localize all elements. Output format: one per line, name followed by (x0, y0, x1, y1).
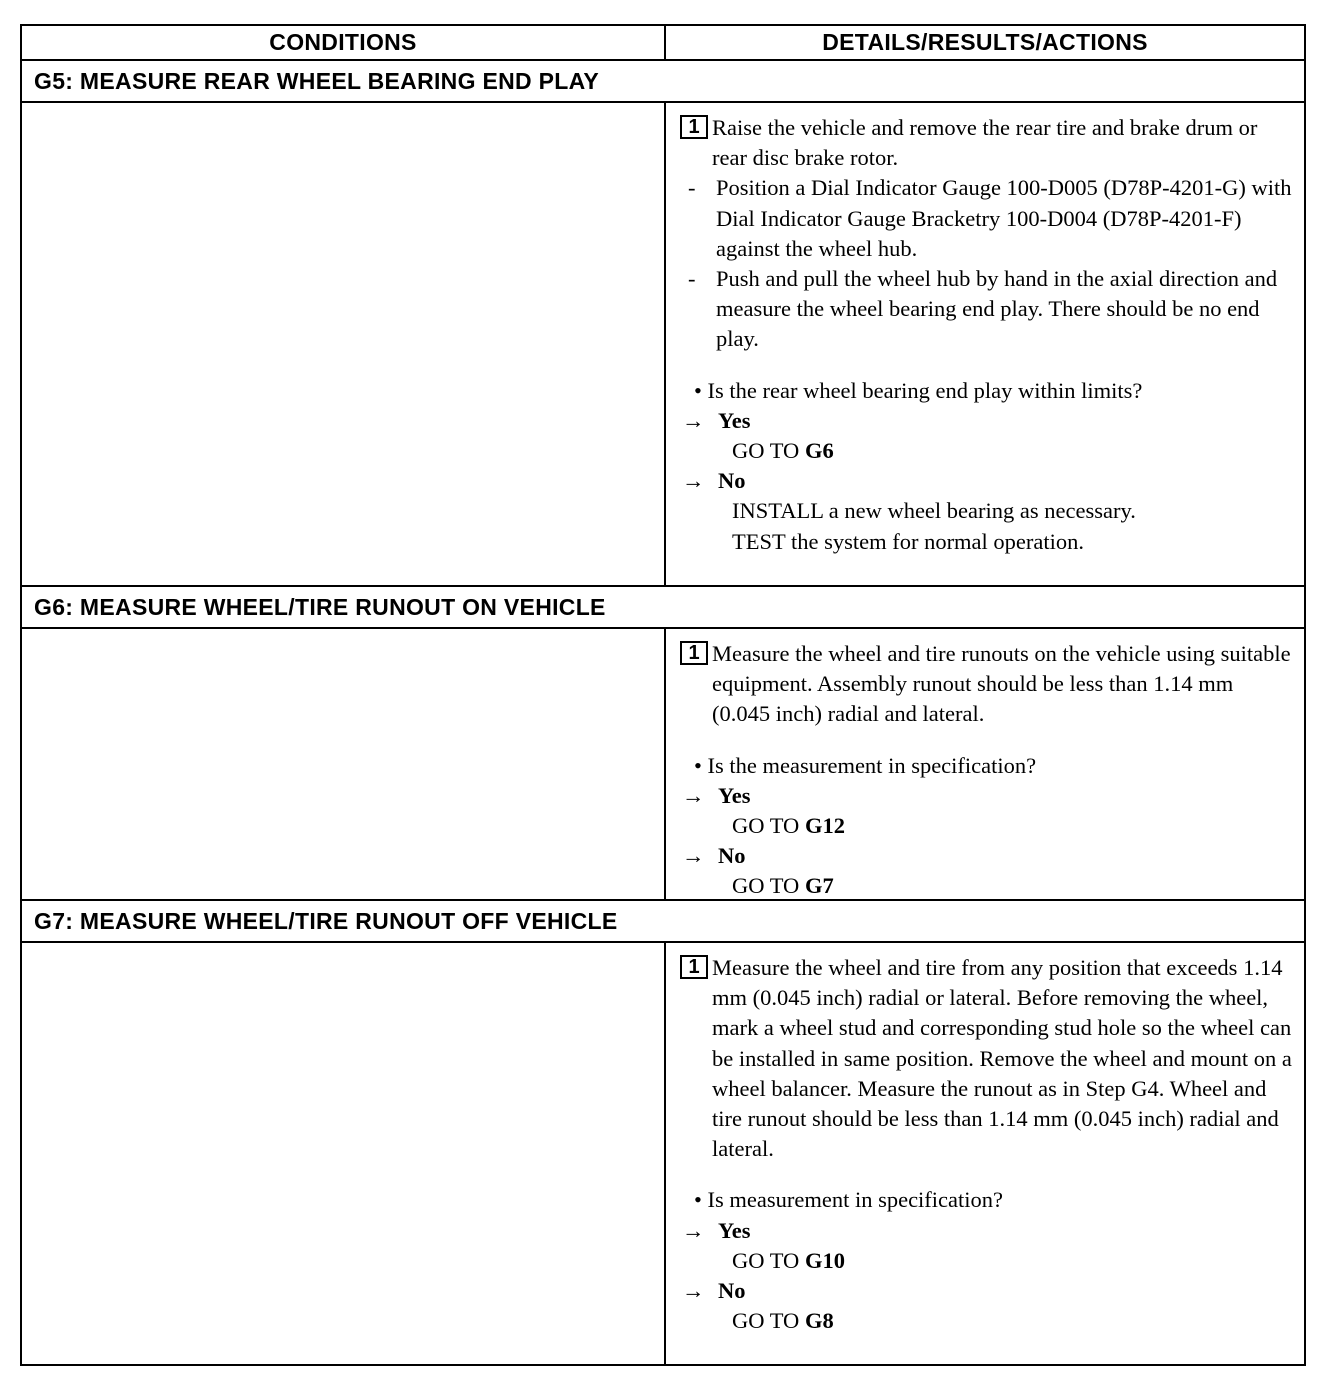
list-item: - Position a Dial Indicator Gauge 100-D005 (D78P-4201-G) with Dial Indicator Gauge Bracketry 100-D004 (D78P-4201-F) against the wheel hub. (688, 175, 1292, 261)
arrow-right-icon: → (682, 1217, 705, 1243)
yes-action: GO TO G6 (732, 438, 834, 464)
step-number-box: 1 (680, 115, 708, 139)
list-item: - Push and pull the wheel hub by hand in the axial direction and measure the wheel bearing end play. There should be no end play. (688, 266, 1278, 352)
question-text: • Is measurement in specification? (694, 1187, 1004, 1213)
table-header-row (22, 26, 1304, 61)
no-action-line: TEST the system for normal operation. (732, 528, 1085, 554)
details-column-header: DETAILS/RESULTS/ACTIONS (822, 29, 1148, 55)
arrow-right-icon: → (682, 782, 705, 808)
question-text: • Is the measurement in specification? (694, 752, 1037, 778)
step-number-box: 1 (680, 955, 708, 979)
details-cell-g6 (666, 629, 1304, 899)
no-branch (680, 466, 1294, 496)
conditions-cell-g7 (22, 943, 666, 1364)
arrow-right-icon: → (682, 1278, 705, 1304)
section-title-g6: G6: MEASURE WHEEL/TIRE RUNOUT ON VEHICLE (22, 587, 1304, 629)
section-body-g7 (22, 943, 1304, 1364)
yes-branch (680, 406, 1294, 436)
section-title-g7: G7: MEASURE WHEEL/TIRE RUNOUT OFF VEHICLE (22, 901, 1304, 943)
yes-branch (680, 1216, 1294, 1246)
yes-branch (680, 781, 1294, 811)
no-branch (680, 1276, 1294, 1306)
diagnostic-table (20, 24, 1306, 1366)
step-number-box: 1 (680, 641, 708, 665)
section-body-g5 (22, 103, 1304, 587)
question-text: • Is the rear wheel bearing end play within limits? (694, 377, 1143, 403)
details-cell-g5 (666, 103, 1304, 585)
yes-label: Yes (718, 407, 751, 433)
no-action: GO TO G7 (732, 873, 834, 899)
sub-step-list (680, 173, 1294, 354)
yes-action: GO TO G12 (732, 813, 845, 839)
arrow-right-icon: → (682, 843, 705, 869)
no-action-line: INSTALL a new wheel bearing as necessary. (732, 498, 1136, 524)
conditions-cell-g6 (22, 629, 666, 899)
step-text: Measure the wheel and tire from any position that exceeds 1.14 mm (0.045 inch) radial or lateral. Before removing the wheel, mark a wheel stud and corresponding stud hole so the wheel can be installed in same position. Remove the wheel and mount on a wheel balancer. Measure the runout as in Step G4. Wheel and tire runout should be less than 1.14 mm (0.045 inch) radial and lateral. (712, 955, 1292, 1162)
section-title-g5: G5: MEASURE REAR WHEEL BEARING END PLAY (22, 61, 1304, 103)
no-label: No (718, 1278, 746, 1304)
yes-label: Yes (718, 1217, 751, 1243)
arrow-right-icon: → (682, 468, 705, 494)
yes-label: Yes (718, 782, 751, 808)
conditions-cell-g5 (22, 103, 666, 585)
conditions-column-header: CONDITIONS (22, 26, 666, 59)
details-cell-g7 (666, 943, 1304, 1364)
step-g6-1 (680, 639, 1294, 730)
no-branch (680, 841, 1294, 871)
arrow-right-icon: → (682, 407, 705, 433)
section-body-g6 (22, 629, 1304, 901)
no-label: No (718, 468, 746, 494)
no-action: GO TO G8 (732, 1308, 834, 1334)
step-g5-1 (680, 113, 1294, 173)
step-text: Measure the wheel and tire runouts on the vehicle using suitable equipment. Assembly runout should be less than 1.14 mm (0.045 inch) radial and lateral. (712, 641, 1291, 727)
step-text: Raise the vehicle and remove the rear tire and brake drum or rear disc brake rotor. (712, 115, 1258, 171)
no-label: No (718, 843, 746, 869)
yes-action: GO TO G10 (732, 1247, 845, 1273)
step-g7-1 (680, 953, 1294, 1164)
